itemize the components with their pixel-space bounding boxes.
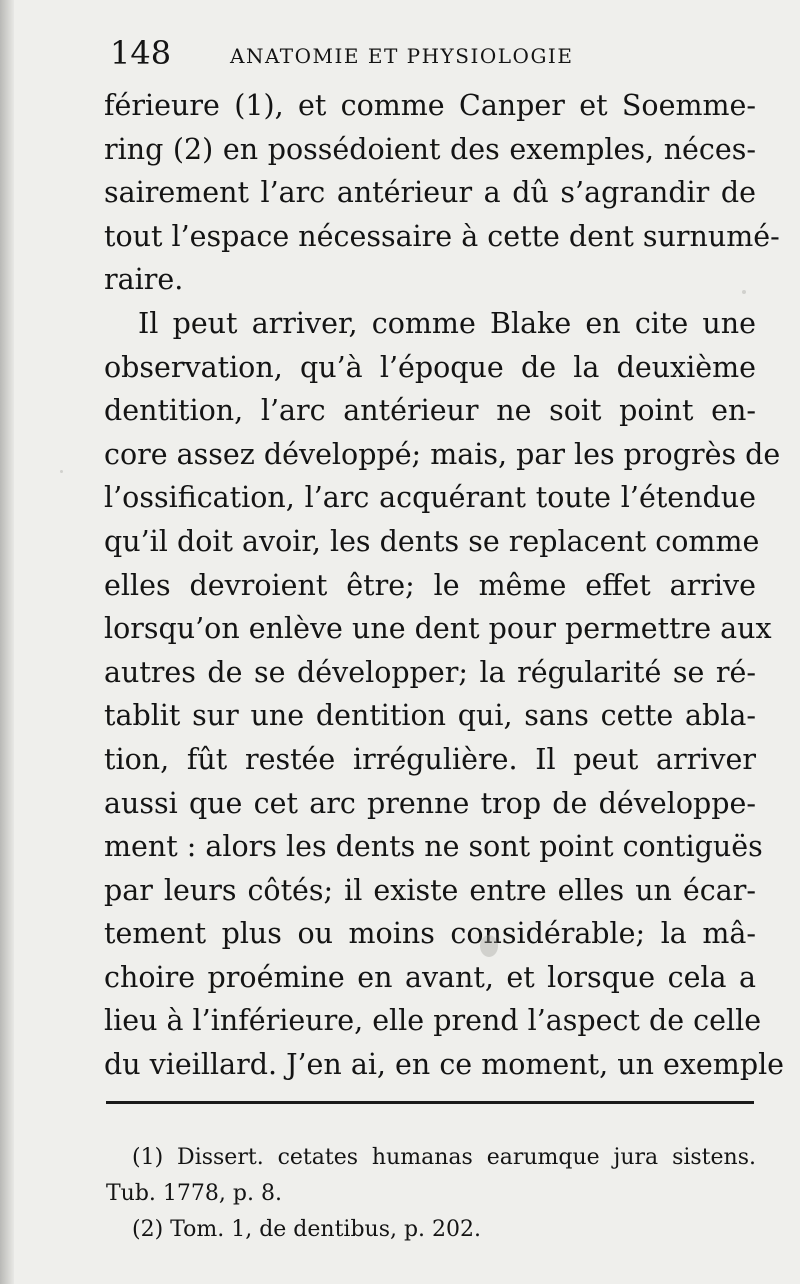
text-line-5: raire. (104, 263, 184, 297)
text-line-22: lieu à l’inférieure, elle prend l’aspect de celle (104, 1004, 762, 1038)
text-line-16: tion, fût restée irrégulière. Il peut arriver (104, 742, 756, 776)
page-number: 148 (110, 34, 172, 72)
text-line-2: ring (2) en possédoient des exemples, néces- (104, 132, 756, 166)
paper-speck (60, 470, 63, 473)
page-gutter-shadow (0, 0, 14, 1284)
footnote-1-continuation: Tub. 1778, p. 8. (106, 1181, 282, 1206)
footnotes (106, 1140, 756, 1248)
text-line-6: Il peut arriver, comme Blake en cite une (138, 306, 756, 340)
text-line-10: l’ossification, l’arc acquérant toute l’étendue (104, 481, 756, 515)
text-line-20: tement plus ou moins considérable; la mâ- (104, 917, 756, 951)
paper-speck (480, 935, 498, 957)
body-text (104, 84, 785, 1087)
text-line-18: ment : alors les dents ne sont point contiguës (104, 830, 763, 864)
footnote-divider (106, 1101, 754, 1104)
text-line-12: elles devroient être; le même effet arrive (104, 568, 756, 602)
text-line-7: observation, qu’à l’époque de la deuxième (104, 350, 756, 384)
text-line-1: férieure (1), et comme Canper et Soemme- (104, 89, 756, 122)
text-line-4: tout l’espace nécessaire à cette dent surnumé- (104, 219, 780, 253)
text-line-14: autres de se développer; la régularité se ré- (104, 655, 756, 689)
running-head: ANATOMIE ET PHYSIOLOGIE (230, 44, 574, 68)
paper-speck (742, 290, 746, 294)
page-header (110, 34, 740, 78)
text-line-23: du vieillard. J’en ai, en ce moment, un exemple (104, 1048, 785, 1082)
text-line-8: dentition, l’arc antérieur ne soit point en- (104, 394, 756, 428)
text-line-13: lorsqu’on enlève une dent pour permettre aux (104, 612, 772, 646)
footnote-2: (2) Tom. 1, de dentibus, p. 202. (132, 1217, 482, 1242)
text-line-17: aussi que cet arc prenne trop de développe- (104, 786, 756, 820)
text-line-3: sairement l’arc antérieur a dû s’agrandir de (104, 176, 756, 210)
text-line-9: core assez développé; mais, par les progrès de (104, 437, 781, 471)
text-line-15: tablit sur une dentition qui, sans cette abla- (104, 699, 756, 733)
text-line-21: choire proémine en avant, et lorsque cela a (104, 960, 756, 994)
text-line-19: par leurs côtés; il existe entre elles un écar- (104, 873, 756, 907)
footnote-1: (1) Dissert. cetates humanas earumque jura sistens. (132, 1145, 756, 1170)
text-line-11: qu’il doit avoir, les dents se replacent comme (104, 524, 760, 558)
